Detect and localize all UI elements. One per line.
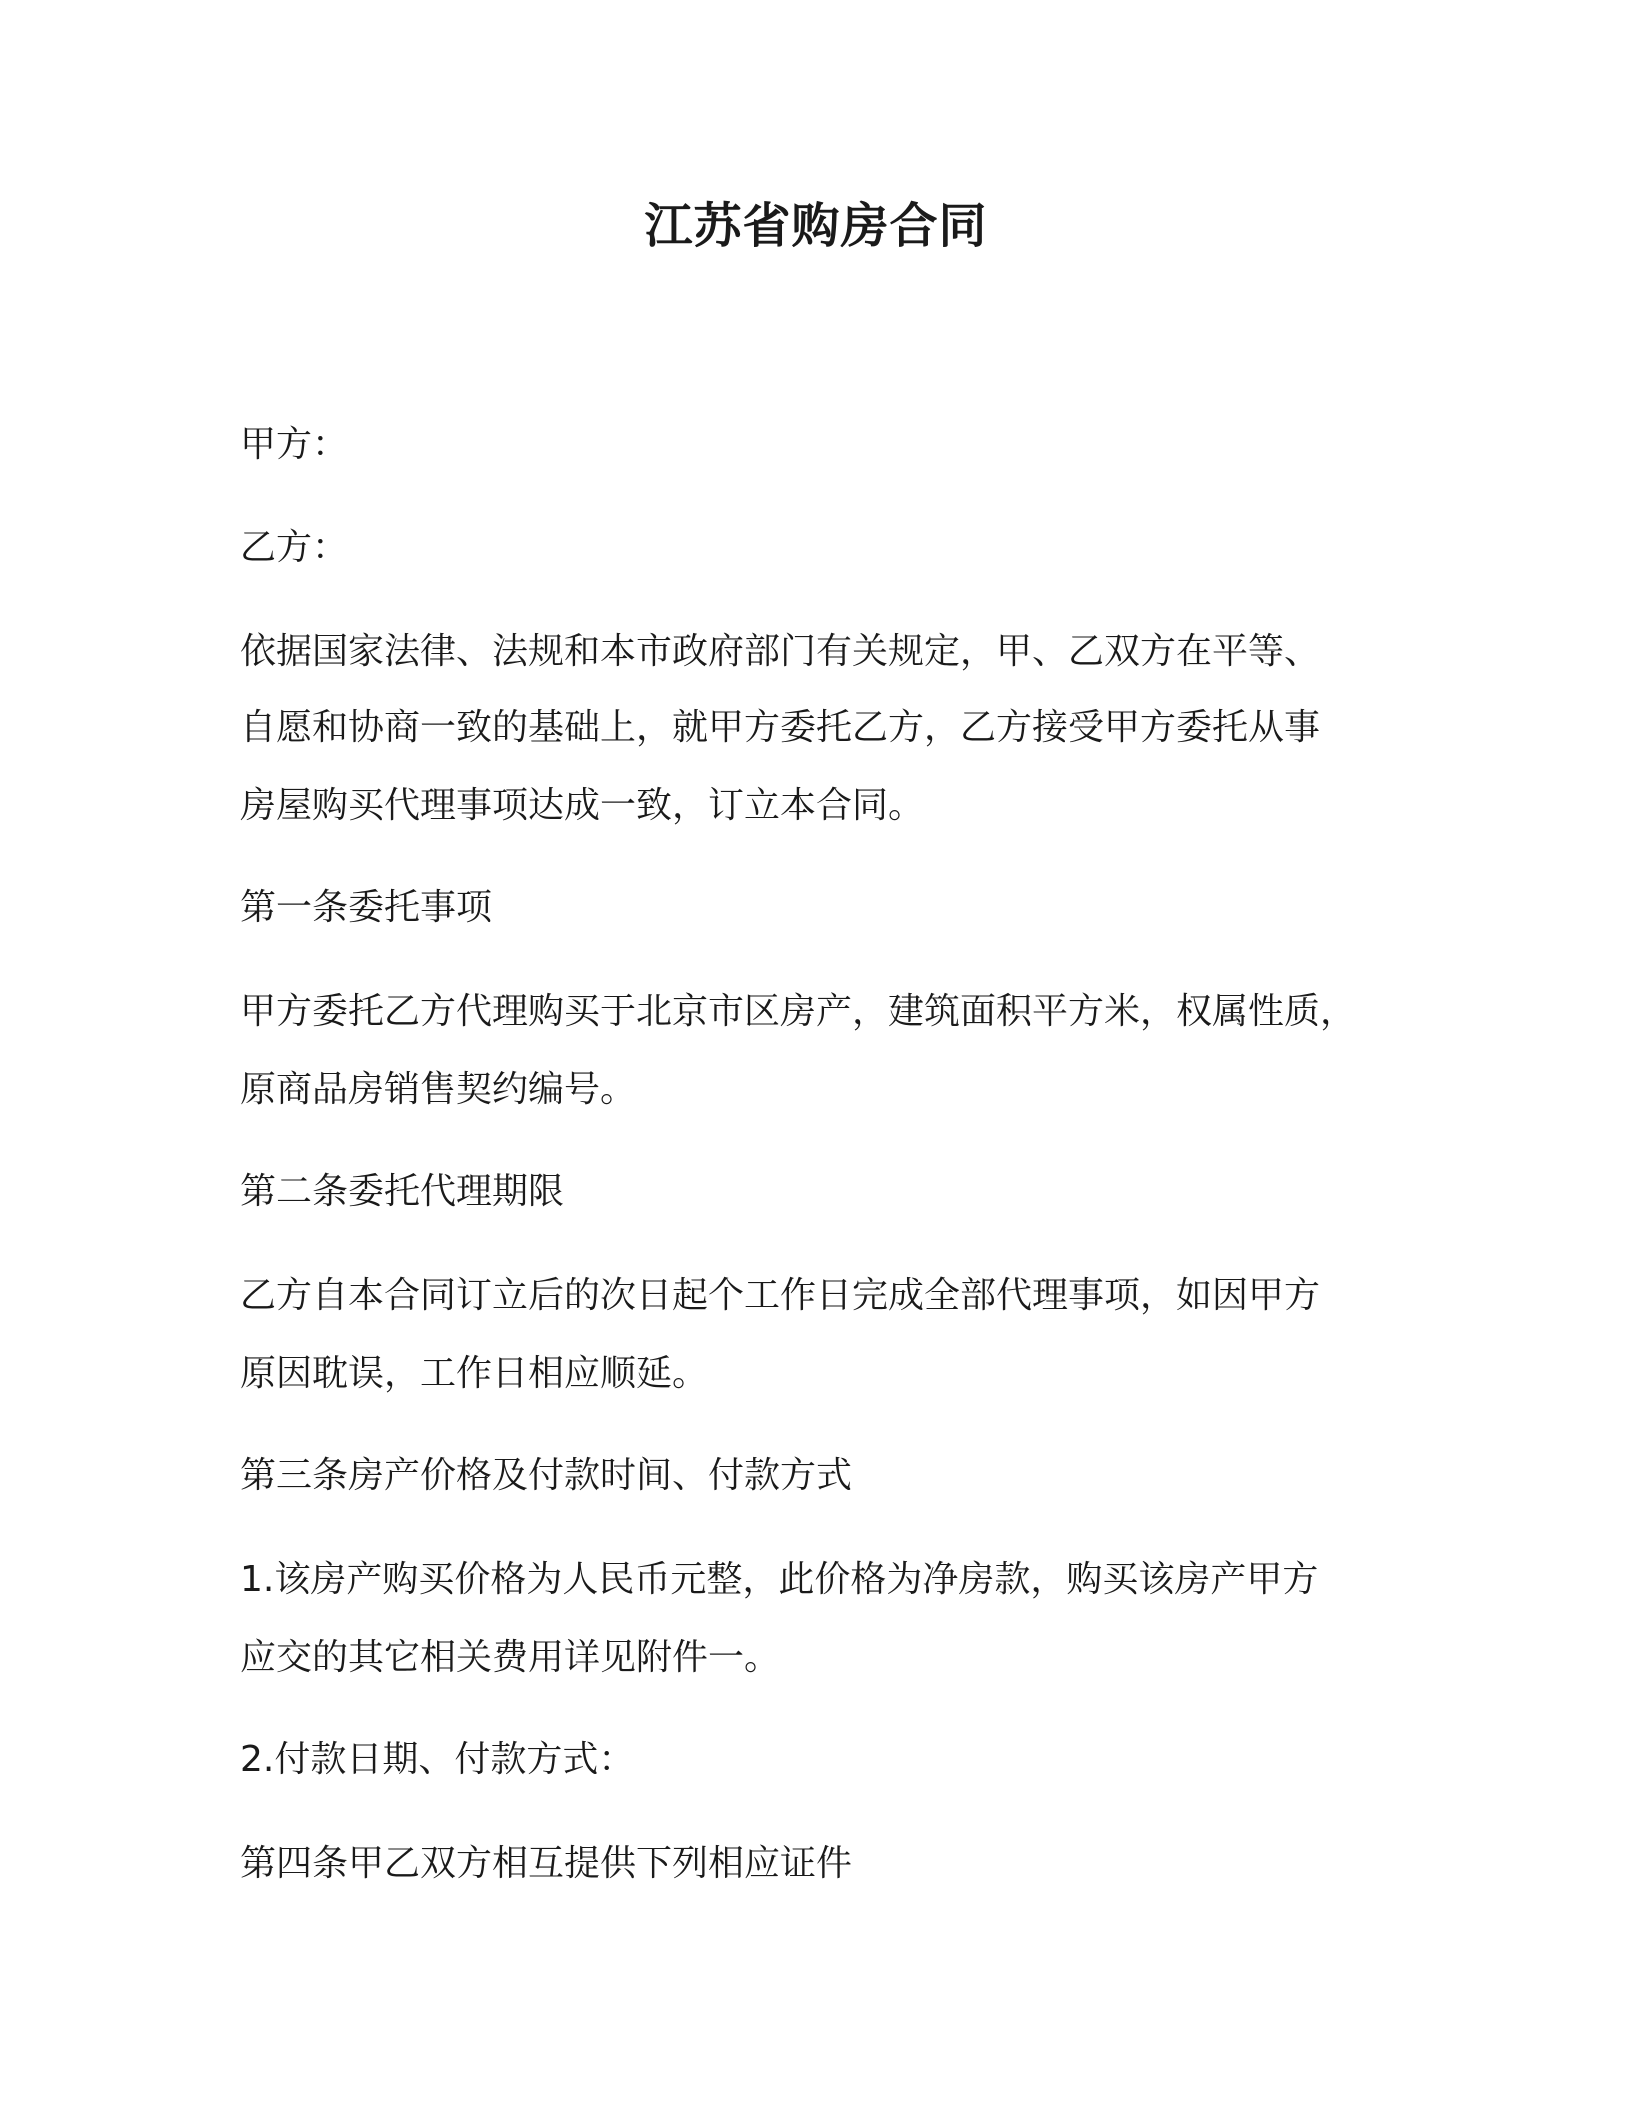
article-3-item-2: 2.付款日期、付款方式：: [240, 1739, 635, 1780]
preamble-line-2: 自愿和协商一致的基础上，就甲方委托乙方，乙方接受甲方委托从事: [240, 707, 1321, 748]
party-a-label: 甲方：: [240, 424, 349, 465]
document-title: 江苏省购房合同: [644, 198, 988, 254]
preamble-line-1: 依据国家法律、法规和本市政府部门有关规定，甲、乙双方在平等、: [240, 631, 1321, 672]
article-3-heading: 第三条房产价格及付款时间、付款方式: [240, 1455, 853, 1496]
article-1-heading: 第一条委托事项: [240, 887, 493, 928]
article-1-line-2: 原商品房销售契约编号。: [240, 1069, 637, 1110]
article-2-line-1: 乙方自本合同订立后的次日起个工作日完成全部代理事项，如因甲方: [240, 1275, 1321, 1316]
article-2-heading: 第二条委托代理期限: [240, 1171, 565, 1212]
party-b-label: 乙方：: [240, 527, 349, 568]
article-2-line-2: 原因耽误，工作日相应顺延。: [240, 1353, 709, 1394]
article-3-item-1-line-2: 应交的其它相关费用详见附件一。: [240, 1637, 781, 1678]
article-1-line-1: 甲方委托乙方代理购买于北京市区房产，建筑面积平方米，权属性质，: [240, 991, 1357, 1032]
article-3-item-1-line-1: 1.该房产购买价格为人民币元整，此价格为净房款，购买该房产甲方: [240, 1559, 1319, 1600]
article-4-heading: 第四条甲乙双方相互提供下列相应证件: [240, 1843, 853, 1884]
preamble-line-3: 房屋购买代理事项达成一致，订立本合同。: [240, 785, 925, 826]
